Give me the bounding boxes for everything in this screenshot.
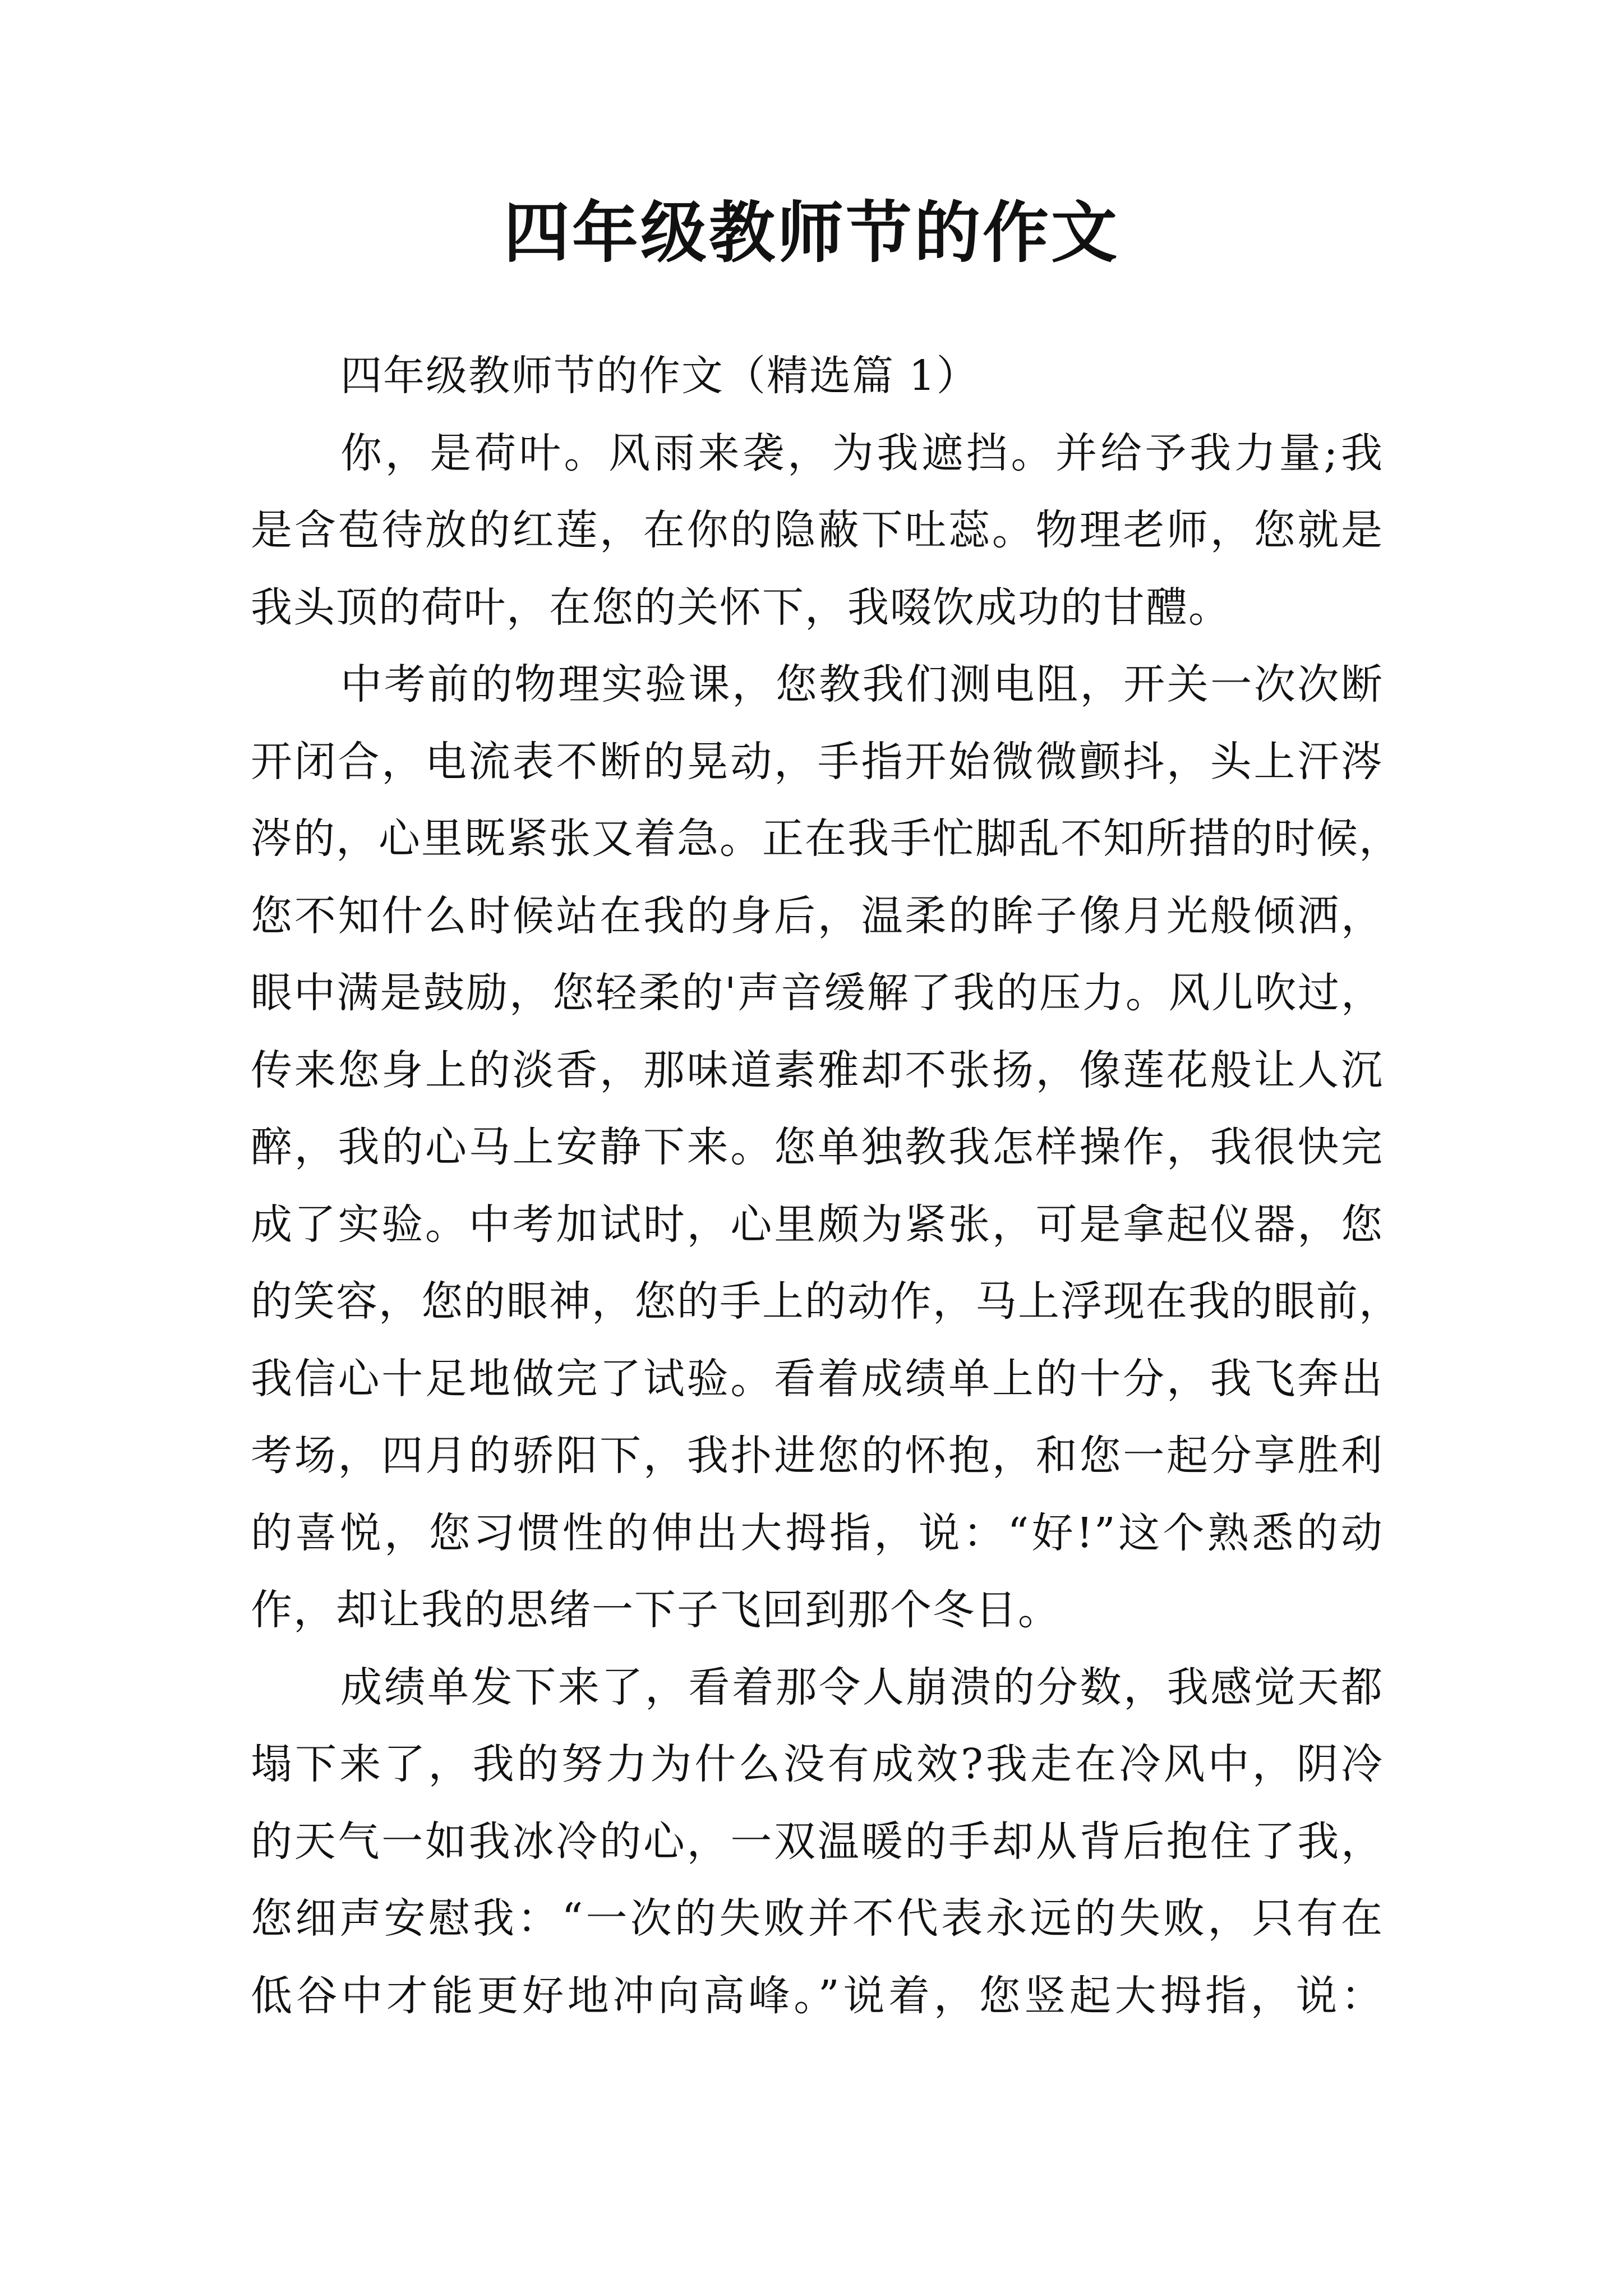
text-line: 是含苞待放的红莲，在你的隐蔽下吐蕊。物理老师，您就是 <box>251 506 1384 554</box>
text-line: 醉，我的心马上安静下来。您单独教我怎样操作，我很快完 <box>251 1123 1384 1171</box>
document-title: 四年级教师节的作文 <box>503 194 1119 272</box>
text-line: 你，是荷叶。风雨来袭，为我遮挡。并给予我力量;我 <box>340 429 1384 477</box>
text-line: 低谷中才能更好地冲向高峰。”说着，您竖起大拇指，说： <box>251 1971 1384 2020</box>
text-line: 的喜悦，您习惯性的伸出大拇指，说：“好!”这个熟悉的动 <box>251 1508 1384 1557</box>
text-line: 的笑容，您的眼神，您的手上的动作，马上浮现在我的眼前， <box>251 1277 1401 1326</box>
text-line: 考场，四月的骄阳下，我扑进您的怀抱，和您一起分享胜利 <box>251 1432 1384 1480</box>
text-line: 塌下来了，我的努力为什么没有成效?我走在冷风中，阴冷 <box>251 1740 1384 1788</box>
text-line: 成了实验。中考加试时，心里颇为紧张，可是拿起仪器，您 <box>251 1200 1384 1249</box>
text-line: 我信心十足地做完了试验。看着成绩单上的十分，我飞奔出 <box>251 1354 1384 1403</box>
text-line: 成绩单发下来了，看着那令人崩溃的分数，我感觉天都 <box>340 1663 1384 1711</box>
text-line: 四年级教师节的作文（精选篇 1） <box>340 352 979 400</box>
text-line: 涔的，心里既紧张又着急。正在我手忙脚乱不知所措的时候， <box>251 815 1401 863</box>
text-line: 您不知什么时候站在我的身后，温柔的眸子像月光般倾洒， <box>251 891 1384 940</box>
text-line: 开闭合，电流表不断的晃动，手指开始微微颤抖，头上汗涔 <box>251 737 1384 786</box>
text-line: 您细声安慰我：“一次的失败并不代表永远的失败，只有在 <box>251 1894 1384 1943</box>
text-line: 眼中满是鼓励，您轻柔的'声音缓解了我的压力。风儿吹过， <box>251 969 1384 1017</box>
text-line: 我头顶的荷叶，在您的关怀下，我啜饮成功的甘醴。 <box>251 583 1231 632</box>
text-line: 中考前的物理实验课，您教我们测电阻，开关一次次断 <box>340 660 1384 708</box>
text-line: 作，却让我的思绪一下子飞回到那个冬日。 <box>251 1586 1061 1634</box>
text-line: 的天气一如我冰冷的心，一双温暖的手却从背后抱住了我， <box>251 1817 1384 1866</box>
document-body <box>251 338 1401 2035</box>
text-line: 传来您身上的淡香，那味道素雅却不张扬，像莲花般让人沉 <box>251 1046 1384 1094</box>
